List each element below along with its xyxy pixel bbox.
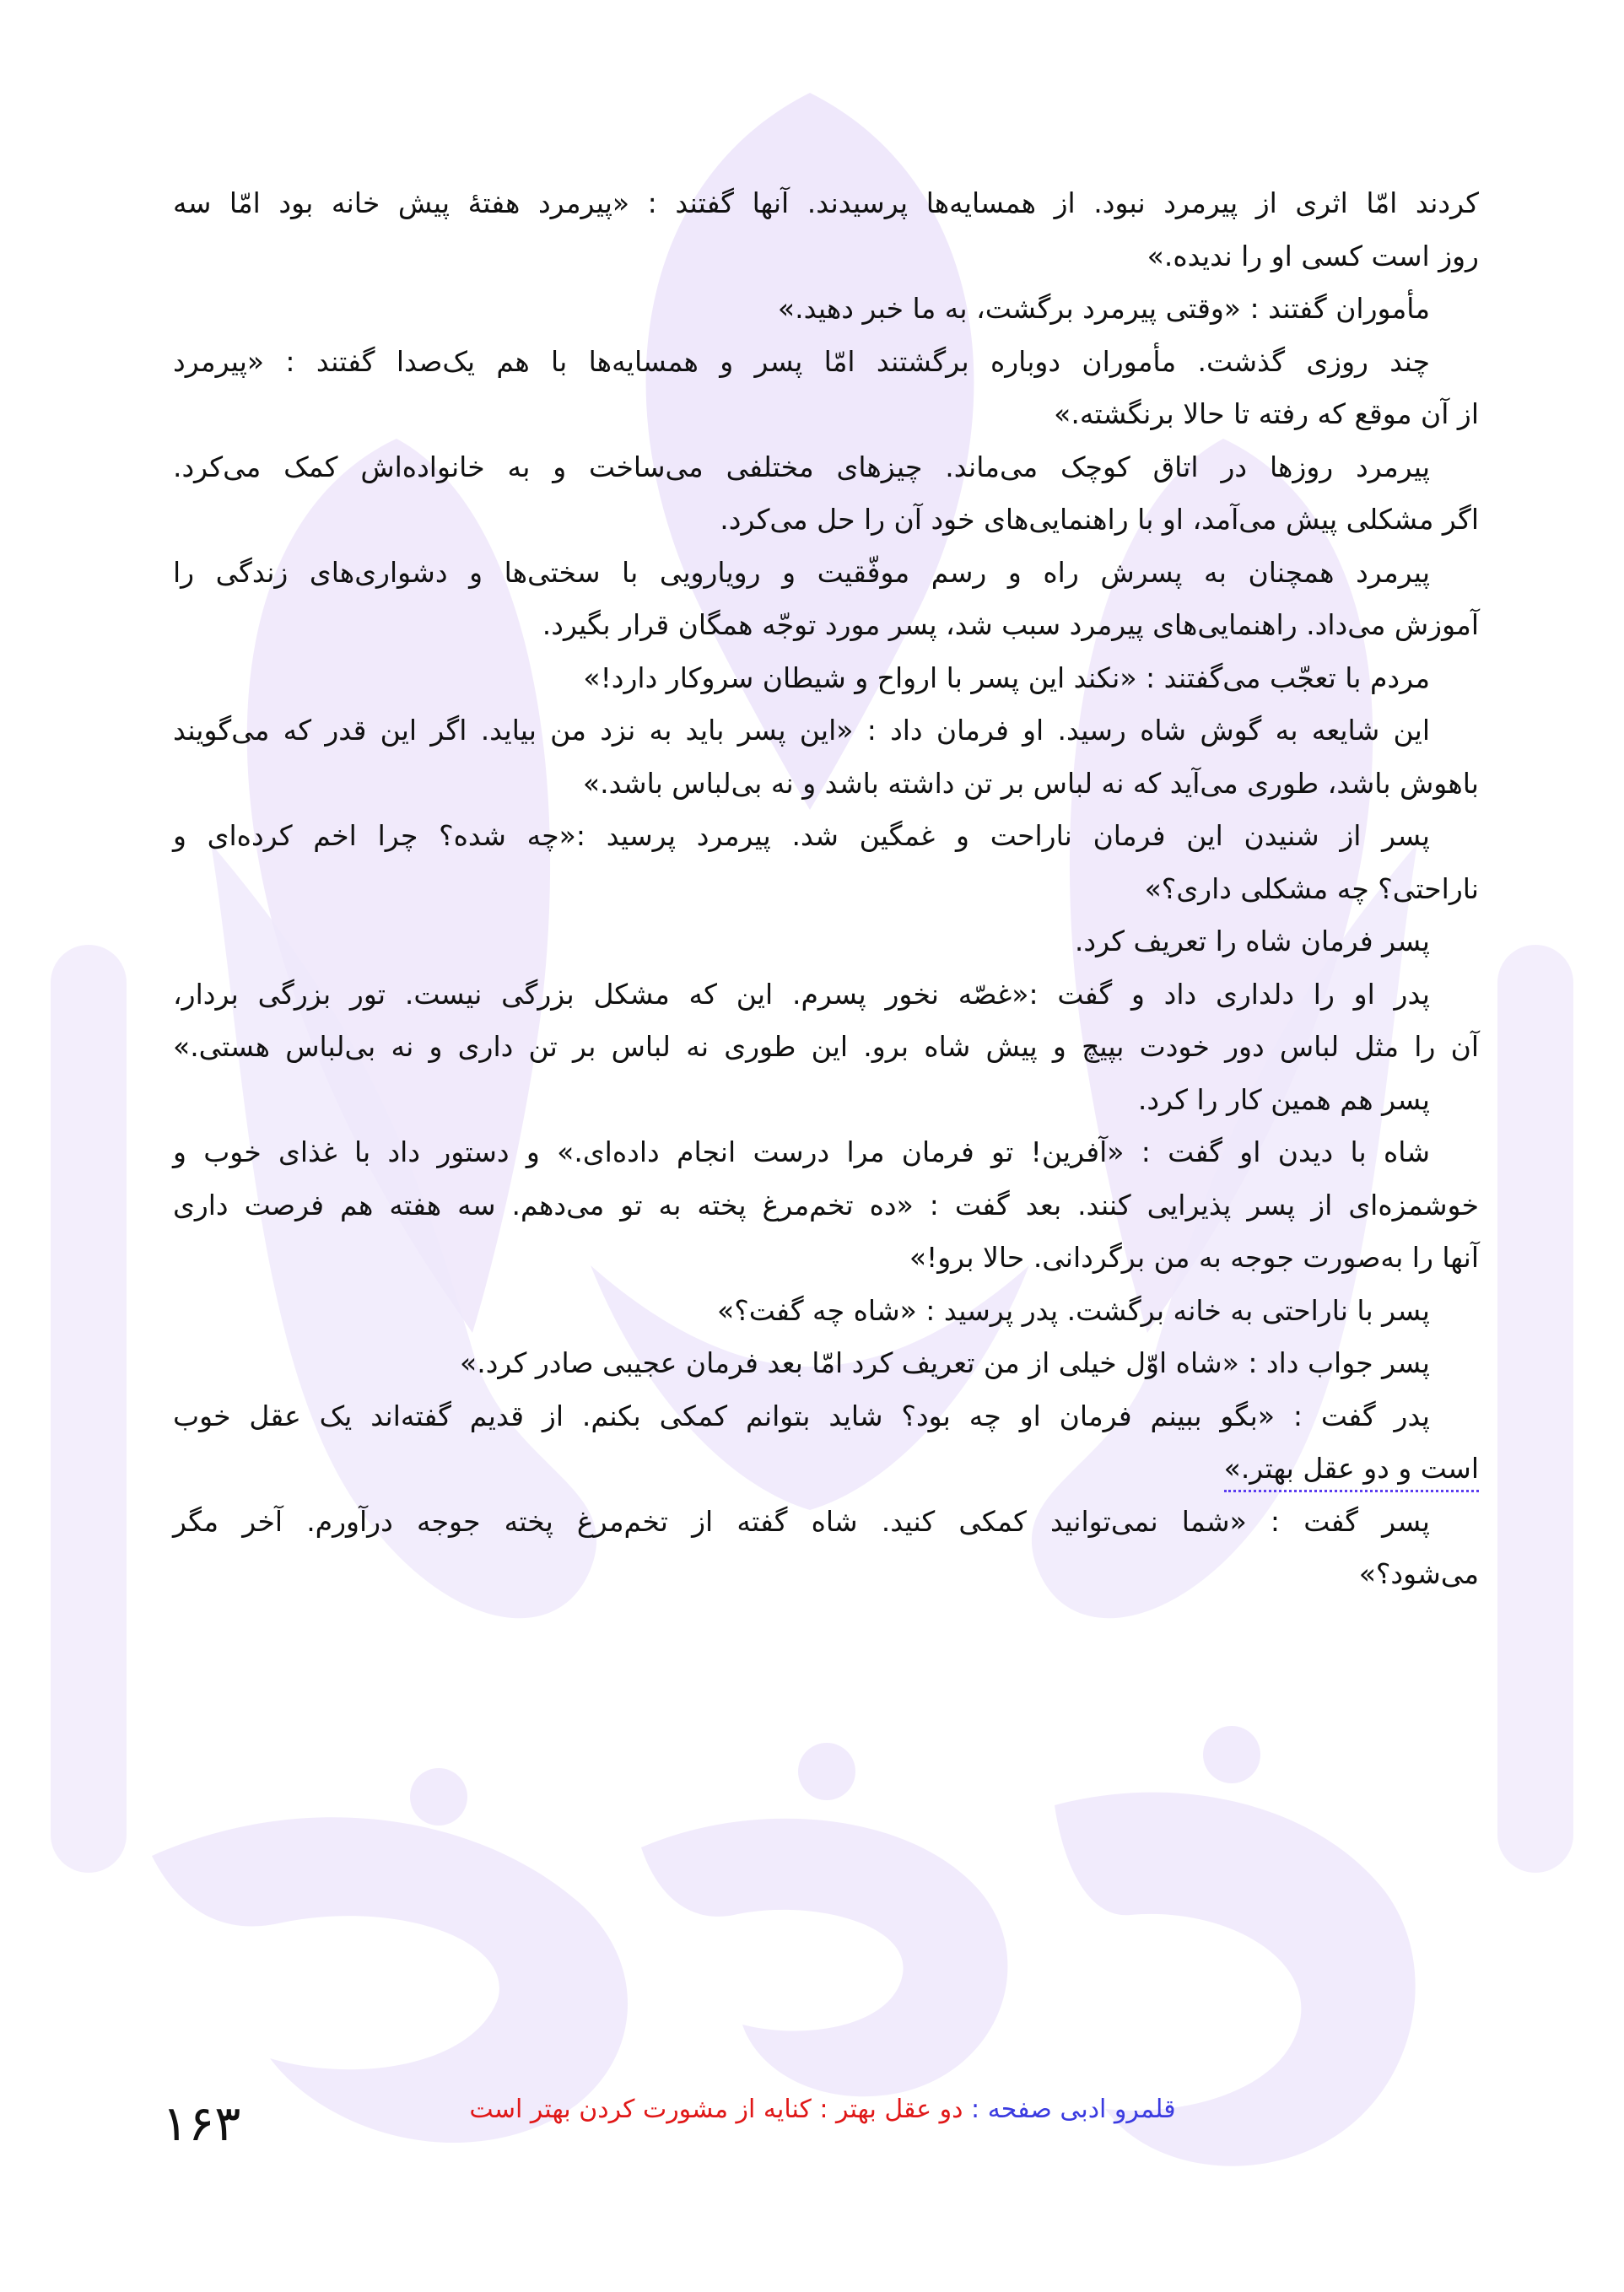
footer-note-term: دو عقل بهتر [836,2095,963,2124]
text-line-13: پسر از شنیدن این فرمان ناراحت و غمگین شد. پیرمرد پرسید :«چه شده؟ چرا اخم کرده‌ای و [173,819,1430,852]
footer-note-colon: : [963,2095,988,2124]
text-line-11: این شایعه به گوش شاه رسید. او فرمان داد : «این پسر باید به نزد من بیاید. اگر این قدر که می‌گویند [173,714,1430,747]
text-line-7: اگر مشکلی پیش می‌آمد، او با راهنمایی‌های خود آن را حل می‌کرد. [720,503,1479,536]
text-line-16: پدر او را دلداری داد و گفت :«غصّه نخور پسرم. این که مشکل بزرگی نیست. تور بزرگی بردار، [173,977,1430,1011]
text-line-19: شاه با دیدن او گفت : «آفرین! تو فرمان مرا درست انجام داده‌ای.» و دستور داد با غذای خوب و [173,1135,1430,1168]
text-line-3: مأموران گفتند : «وقتی پیرمرد برگشت، به ما خبر دهید.» [777,292,1430,325]
text-line-26: پسر گفت : «شما نمی‌توانید کمکی کنید. شاه گفته از تخم‌مرغ پخته جوجه درآورم. آخر مگر [173,1504,1430,1538]
text-line-12: باهوش باشد، طوری می‌آید که نه لباس بر تن داشته باشد و نه بی‌لباس باشد.» [582,766,1479,800]
text-line-5: از آن موقع که رفته تا حالا برنگشته.» [1054,397,1479,430]
text-line-27: می‌شود؟» [1358,1557,1479,1590]
text-line-21: آنها را به‌صورت جوجه به من برگردانی. حالا برو!» [909,1241,1479,1274]
text-line-10: مردم با تعجّب می‌گفتند : «نکند این پسر با ارواح و شیطان سروکار دارد!» [583,661,1430,694]
page-number: ۱۶۳ [162,2095,241,2152]
text-line-23: پسر جواب داد : «شاه اوّل خیلی از من تعریف کرد امّا بعد فرمان عجیبی صادر کرد.» [460,1346,1430,1379]
text-line-8: پیرمرد همچنان به پسرش راه و رسم موفّقیت و رویارویی با سختی‌ها و دشواری‌های زندگی را [173,555,1430,589]
text-line-20: خوشمزه‌ای از پسر پذیرایی کنند. بعد گفت : «ده تخم‌مرغ پخته به تو می‌دهم. سه هفته هم فرصت داری [173,1188,1479,1222]
text-line-14: ناراحتی؟ چه مشکلی داری؟» [1144,871,1479,905]
text-line-2: روز است کسی او را ندیده.» [1147,239,1479,272]
footer-note-label: قلمرو ادبی صفحه [987,2095,1176,2124]
story-text [173,177,1479,1601]
text-line-18: پسر هم همین کار را کرد. [1137,1082,1430,1116]
text-line-1: کردند امّا اثری از پیرمرد نبود. از همسایه‌ها پرسیدند. آنها گفتند : «پیرمرد هفتهٔ پیش خانه بود امّا سه [173,186,1479,219]
text-line-25 [173,1443,1479,1496]
text-line-15: پسر فرمان شاه را تعریف کرد. [1074,925,1430,957]
text-line-9: آموزش می‌داد. راهنمایی‌های پیرمرد سبب شد، پسر مورد توجّه همگان قرار بگیرد. [542,608,1479,641]
underlined-phrase: است و دو عقل بهتر.» [1224,1452,1479,1492]
text-line-6: پیرمرد روزها در اتاق کوچک می‌ماند. چیزهای مختلفی می‌ساخت و به خانواده‌اش کمک می‌کرد. [173,450,1430,483]
footer-note-separator: : [811,2095,837,2124]
text-line-24: پدر گفت : «بگو ببینم فرمان او چه بود؟ شاید بتوانم کمکی بکنم. از قدیم گفته‌اند یک عقل خوب [173,1399,1430,1432]
text-line-4: چند روزی گذشت. مأموران دوباره برگشتند امّا پسر و همسایه‌ها با هم یک‌صدا گفتند : «پیرمرد [173,344,1430,378]
footer-note-meaning: کنایه از مشورت کردن بهتر است [469,2095,812,2124]
footer-note [354,2089,1291,2131]
text-line-22: پسر با ناراحتی به خانه برگشت. پدر پرسید : «شاه چه گفت؟» [717,1293,1430,1327]
text-line-17: آن را مثل لباس دور خودت بپیچ و پیش شاه برو. این طوری نه لباس بر تن داری و نه بی‌لباس هستی.» [173,1030,1479,1063]
